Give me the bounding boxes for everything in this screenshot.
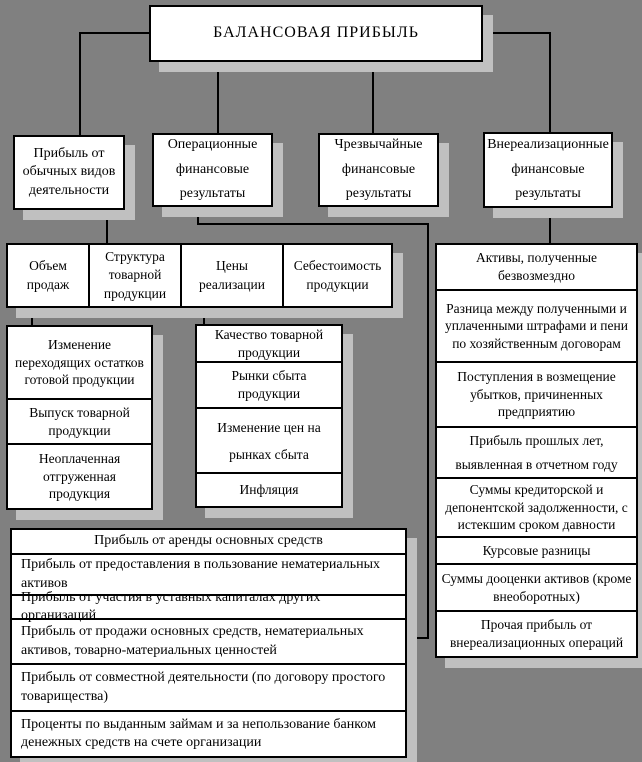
cell-loan-interest-label: Проценты по выданным займам и за непользование банком денежных средств на счете организации	[21, 716, 376, 750]
cell-commodity-output-label: Выпуск товарной продукции	[29, 404, 130, 438]
cell-product-cost	[284, 245, 391, 306]
title-label: БАЛАНСОВАЯ ПРИБЫЛЬ	[213, 24, 419, 42]
cell-expired-payables	[437, 479, 636, 538]
cell-other-non-sales-profit	[437, 612, 636, 656]
cell-expired-payables-label: Суммы кредиторской и депонентской задолженности, с истекшим сроком давности	[445, 482, 628, 533]
cell-joint-activity-profit-label: Прибыль от совместной деятельности (по договору простого товарищества)	[21, 670, 386, 704]
connector-title-left-horizontal	[79, 32, 151, 34]
cell-assets-free-label: Активы, полученные безвозмездно	[475, 250, 598, 283]
connector-operational-long-vertical	[427, 223, 429, 639]
connector-title-right-horizontal	[481, 32, 551, 34]
box-extraordinary-results	[318, 133, 439, 207]
operational-items-stack	[10, 528, 407, 758]
cell-exchange-differences-label: Курсовые разницы	[482, 542, 591, 558]
connector-nonsales-to-stack	[549, 206, 551, 245]
connector-price-to-stack	[203, 306, 205, 326]
cell-loan-interest	[12, 712, 405, 756]
box-usual-activities-profit	[13, 135, 125, 210]
cell-prior-years-profit	[437, 428, 636, 479]
cell-product-quality-label: Качество товарной продукции	[214, 326, 324, 360]
cell-asset-sale-profit-label: Прибыль от продажи основных средств, нематериальных активов, товарно-материальных ценностей	[21, 624, 364, 658]
box-usual-activities-label: Прибыль от обычных видов деятельности	[22, 146, 116, 198]
cell-product-structure-label: Структура товарной продукции	[103, 249, 167, 301]
cell-loss-compensation-label: Поступления в возмещение убытков, причиненных предприятию	[457, 369, 616, 420]
cell-sales-markets-label: Рынки сбыта продукции	[231, 368, 307, 401]
cell-fines-difference-label: Разница между полученными и уплаченными штрафами и пени по хозяйственным договорам	[445, 300, 628, 351]
connector-title-left-vertical	[79, 32, 81, 136]
connector-operational-down	[197, 205, 199, 225]
cell-sale-prices-label: Цены реализации	[199, 258, 265, 292]
box-non-sales-results	[483, 132, 613, 208]
non-sales-stack	[435, 243, 638, 658]
cell-sales-volume-label: Объем продаж	[26, 258, 70, 292]
connector-operational-horizontal	[197, 223, 429, 225]
cell-equity-participation-profit-label: Прибыль от участия в уставных капиталах других организаций	[21, 589, 321, 623]
cell-product-structure	[90, 245, 182, 306]
cell-sales-volume	[8, 245, 90, 306]
volume-factors-stack	[6, 325, 153, 510]
cell-asset-revaluation-label: Суммы дооценки активов (кроме внеоборотных)	[441, 570, 632, 604]
connector-title-to-extraordinary	[372, 60, 374, 134]
cell-assets-free	[437, 245, 636, 291]
cell-unpaid-shipped	[8, 445, 151, 508]
cell-product-quality	[197, 326, 341, 363]
cell-sale-prices	[182, 245, 284, 306]
cell-inflation-label: Инфляция	[239, 482, 299, 498]
box-operational-results-label: Операционные финансовые результаты	[167, 137, 258, 202]
cell-sales-markets	[197, 363, 341, 409]
connector-volume-to-stack	[31, 306, 33, 327]
box-extraordinary-results-label: Чрезвычайные финансовые результаты	[334, 137, 423, 202]
cell-carryover-balances	[8, 327, 151, 400]
cell-inflation	[197, 474, 341, 506]
cell-other-non-sales-profit-label: Прочая прибыль от внереализационных операций	[449, 617, 624, 650]
connector-title-right-vertical	[549, 32, 551, 133]
cell-market-price-change	[197, 409, 341, 474]
connector-operational-into-stack	[405, 637, 429, 639]
price-factors-stack	[195, 324, 343, 508]
cell-intangible-use-profit-label: Прибыль от предоставления в пользование нематериальных активов	[21, 557, 381, 591]
cell-equity-participation-profit	[12, 589, 405, 623]
box-operational-results	[152, 133, 273, 207]
cell-market-price-change-label: Изменение цен на рынках сбыта	[217, 419, 321, 462]
cell-fines-difference	[437, 291, 636, 363]
cell-exchange-differences	[437, 538, 636, 565]
cell-product-cost-label: Себестоимость продукции	[293, 258, 382, 292]
connector-title-to-operational	[217, 60, 219, 134]
cell-carryover-balances-label: Изменение переходящих остатков готовой продукции	[15, 337, 144, 388]
cell-asset-sale-profit	[12, 620, 405, 665]
title-box-balance-profit	[149, 5, 483, 62]
box-non-sales-results-label: Внереализационные финансовые результаты	[487, 137, 609, 202]
cell-asset-revaluation	[437, 565, 636, 612]
connector-usual-to-factors	[106, 208, 108, 244]
cell-prior-years-profit-label: Прибыль прошлых лет, выявленная в отчетном году	[455, 432, 618, 472]
cell-loss-compensation	[437, 363, 636, 428]
cell-joint-activity-profit	[12, 665, 405, 712]
cell-unpaid-shipped-label: Неоплаченная отгруженная продукция	[38, 451, 121, 502]
cell-commodity-output	[8, 400, 151, 445]
cell-rent-profit	[12, 530, 405, 555]
factors-row	[6, 243, 393, 308]
cell-rent-profit-label: Прибыль от аренды основных средств	[94, 533, 323, 549]
